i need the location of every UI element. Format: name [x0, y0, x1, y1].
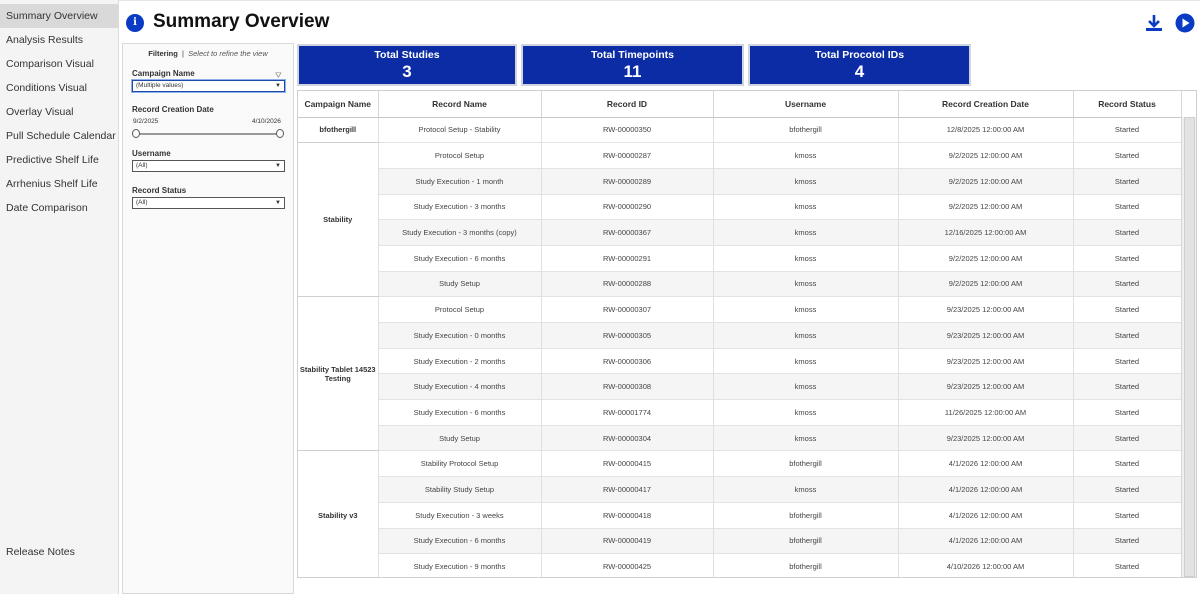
nav-item-predictive-shelf-life[interactable]: Predictive Shelf Life: [6, 154, 99, 166]
table-row[interactable]: [298, 502, 1181, 528]
record-creation-date-cell: 9/23/2025 12:00:00 AM: [898, 297, 1073, 323]
nav-item-date-comparison[interactable]: Date Comparison: [6, 202, 88, 214]
kpi-title: Total Procotol IDs: [814, 49, 905, 61]
kpi-title: Total Timepoints: [590, 49, 675, 61]
record-id-cell: RW-00000417: [541, 477, 713, 503]
table-row[interactable]: [298, 323, 1181, 349]
page-title: Summary Overview: [153, 11, 330, 32]
record-id-cell: RW-00000418: [541, 502, 713, 528]
table-row[interactable]: [298, 245, 1181, 271]
record-creation-date-cell: 4/1/2026 12:00:00 AM: [898, 451, 1073, 477]
table-row[interactable]: [298, 348, 1181, 374]
chevron-down-icon: ▼: [275, 200, 281, 206]
username-cell: kmoss: [713, 271, 898, 297]
record-name-cell: Study Execution - 6 months: [378, 400, 541, 426]
status-filter-value: (All): [136, 199, 148, 206]
status-filter-select[interactable]: [132, 197, 285, 209]
records-table: [297, 90, 1197, 578]
campaign-filter-select[interactable]: [132, 80, 285, 92]
nav-item-overlay-visual[interactable]: Overlay Visual: [6, 106, 74, 118]
kpi-value: 4: [854, 62, 865, 81]
username-cell: kmoss: [713, 143, 898, 169]
record-name-cell: Study Execution - 3 months (copy): [378, 220, 541, 246]
record-id-cell: RW-00000419: [541, 528, 713, 554]
campaign-filter-value: (Multiple values): [136, 82, 184, 89]
username-cell: kmoss: [713, 220, 898, 246]
record-status-cell: Started: [1073, 374, 1181, 400]
record-name-cell: Study Execution - 6 months: [378, 528, 541, 554]
username-cell: kmoss: [713, 194, 898, 220]
record-name-cell: Study Setup: [378, 271, 541, 297]
info-icon[interactable]: i: [126, 14, 144, 32]
record-id-cell: RW-00000290: [541, 194, 713, 220]
nav-list: [0, 4, 118, 220]
record-status-cell: Started: [1073, 477, 1181, 503]
record-status-cell: Started: [1073, 554, 1181, 578]
column-header-record-creation-date[interactable]: Record Creation Date: [898, 91, 1073, 117]
campaign-name-cell: Stability v3: [298, 451, 378, 578]
table-row[interactable]: [298, 400, 1181, 426]
column-header-username[interactable]: Username: [713, 91, 898, 117]
username-cell: kmoss: [713, 477, 898, 503]
username-cell: kmoss: [713, 323, 898, 349]
username-cell: bfothergill: [713, 117, 898, 143]
record-status-cell: Started: [1073, 143, 1181, 169]
filter-heading-label: Filtering: [148, 49, 178, 58]
record-name-cell: Stability Protocol Setup: [378, 451, 541, 477]
column-header-record-status[interactable]: Record Status: [1073, 91, 1181, 117]
username-cell: kmoss: [713, 348, 898, 374]
table-row[interactable]: [298, 168, 1181, 194]
kpi-total-timepoints: [521, 44, 744, 86]
record-name-cell: Study Execution - 3 months: [378, 194, 541, 220]
kpi-value: 11: [623, 62, 642, 81]
table-row[interactable]: [298, 220, 1181, 246]
record-status-cell: Started: [1073, 245, 1181, 271]
kpi-total-protocol-ids: [748, 44, 971, 86]
record-status-cell: Started: [1073, 194, 1181, 220]
nav-item-comparison-visual[interactable]: Comparison Visual: [6, 58, 94, 70]
date-start-value: 9/2/2025: [133, 118, 159, 125]
record-creation-date-cell: 4/1/2026 12:00:00 AM: [898, 528, 1073, 554]
table-row[interactable]: [298, 271, 1181, 297]
record-id-cell: RW-00001774: [541, 400, 713, 426]
table-row[interactable]: [298, 477, 1181, 503]
vertical-scrollbar[interactable]: [1181, 117, 1196, 577]
record-name-cell: Protocol Setup: [378, 297, 541, 323]
record-id-cell: RW-00000304: [541, 425, 713, 451]
table-row[interactable]: [298, 117, 1181, 143]
username-cell: bfothergill: [713, 528, 898, 554]
table-row[interactable]: [298, 194, 1181, 220]
username-cell: bfothergill: [713, 502, 898, 528]
record-status-cell: Started: [1073, 297, 1181, 323]
record-id-cell: RW-00000308: [541, 374, 713, 400]
date-filter-label: Record Creation Date: [132, 105, 214, 114]
filter-heading: Filtering | Select to refine the view: [148, 49, 268, 58]
record-status-cell: Started: [1073, 220, 1181, 246]
username-cell: bfothergill: [713, 451, 898, 477]
record-creation-date-cell: 9/2/2025 12:00:00 AM: [898, 194, 1073, 220]
table-row[interactable]: [298, 425, 1181, 451]
nav-item-pull-schedule-calendar[interactable]: Pull Schedule Calendar: [6, 130, 116, 142]
date-slider-start-handle[interactable]: [132, 129, 140, 138]
record-name-cell: Protocol Setup: [378, 143, 541, 169]
chevron-down-icon: ▼: [275, 83, 281, 89]
record-creation-date-cell: 9/2/2025 12:00:00 AM: [898, 271, 1073, 297]
nav-item-analysis-results[interactable]: Analysis Results: [6, 34, 84, 46]
table-header-row: [298, 91, 1181, 117]
column-header-record-id[interactable]: Record ID: [541, 91, 713, 117]
record-id-cell: RW-00000425: [541, 554, 713, 578]
record-id-cell: RW-00000367: [541, 220, 713, 246]
date-end-value: 4/10/2026: [252, 118, 281, 125]
record-id-cell: RW-00000305: [541, 323, 713, 349]
clear-filter-icon[interactable]: ⛛: [275, 71, 282, 80]
scrollbar-thumb[interactable]: [1184, 117, 1195, 577]
record-id-cell: RW-00000291: [541, 245, 713, 271]
record-creation-date-cell: 4/1/2026 12:00:00 AM: [898, 477, 1073, 503]
date-slider-end-handle[interactable]: [276, 129, 284, 138]
kpi-total-studies: [297, 44, 517, 86]
table-body: [298, 117, 1181, 578]
record-name-cell: Study Execution - 6 months: [378, 245, 541, 271]
filter-panel: [122, 43, 294, 594]
chevron-down-icon: ▼: [275, 163, 281, 169]
nav-bottom: [0, 540, 119, 564]
record-name-cell: Study Execution - 4 months: [378, 374, 541, 400]
table-row[interactable]: [298, 297, 1181, 323]
column-header-record-name[interactable]: Record Name: [378, 91, 541, 117]
left-navigation: [0, 0, 119, 594]
record-name-cell: Study Execution - 9 months: [378, 554, 541, 578]
record-id-cell: RW-00000350: [541, 117, 713, 143]
status-filter-label: Record Status: [132, 186, 187, 195]
table-row[interactable]: [298, 528, 1181, 554]
record-creation-date-cell: 9/23/2025 12:00:00 AM: [898, 323, 1073, 349]
username-filter-select[interactable]: [132, 160, 285, 172]
kpi-value: 3: [402, 62, 412, 81]
record-status-cell: Started: [1073, 425, 1181, 451]
username-filter-label: Username: [132, 149, 171, 158]
record-name-cell: Study Execution - 2 months: [378, 348, 541, 374]
record-creation-date-cell: 9/2/2025 12:00:00 AM: [898, 168, 1073, 194]
record-id-cell: RW-00000289: [541, 168, 713, 194]
record-id-cell: RW-00000306: [541, 348, 713, 374]
record-status-cell: Started: [1073, 117, 1181, 143]
username-cell: kmoss: [713, 168, 898, 194]
nav-item-release-notes[interactable]: Release Notes: [6, 546, 75, 558]
record-name-cell: Stability Study Setup: [378, 477, 541, 503]
campaign-name-cell: Stability: [298, 143, 378, 297]
nav-item-summary-overview[interactable]: Summary Overview: [0, 4, 118, 28]
record-name-cell: Study Execution - 3 weeks: [378, 502, 541, 528]
username-cell: kmoss: [713, 400, 898, 426]
record-status-cell: Started: [1073, 528, 1181, 554]
campaign-filter-label: Campaign Name: [132, 69, 195, 78]
record-status-cell: Started: [1073, 502, 1181, 528]
record-status-cell: Started: [1073, 451, 1181, 477]
record-creation-date-cell: 12/16/2025 12:00:00 AM: [898, 220, 1073, 246]
record-name-cell: Study Execution - 1 month: [378, 168, 541, 194]
table-row[interactable]: [298, 374, 1181, 400]
table-row[interactable]: [298, 143, 1181, 169]
record-id-cell: RW-00000288: [541, 271, 713, 297]
record-id-cell: RW-00000307: [541, 297, 713, 323]
username-cell: kmoss: [713, 245, 898, 271]
record-creation-date-cell: 4/1/2026 12:00:00 AM: [898, 502, 1073, 528]
record-id-cell: RW-00000287: [541, 143, 713, 169]
campaign-name-cell: bfothergill: [298, 117, 378, 143]
date-slider-track[interactable]: [136, 133, 281, 135]
header: [119, 0, 1200, 42]
nav-item-conditions-visual[interactable]: Conditions Visual: [6, 82, 87, 94]
record-creation-date-cell: 11/26/2025 12:00:00 AM: [898, 400, 1073, 426]
record-name-cell: Study Execution - 0 months: [378, 323, 541, 349]
campaign-name-cell: Stability Tablet 14523 Testing: [298, 297, 378, 451]
table-row[interactable]: [298, 554, 1181, 578]
username-filter-value: (All): [136, 162, 148, 169]
record-creation-date-cell: 9/2/2025 12:00:00 AM: [898, 245, 1073, 271]
kpi-title: Total Studies: [374, 49, 440, 61]
record-creation-date-cell: 4/10/2026 12:00:00 AM: [898, 554, 1073, 578]
record-name-cell: Study Setup: [378, 425, 541, 451]
record-status-cell: Started: [1073, 323, 1181, 349]
column-header-campaign-name[interactable]: Campaign Name: [298, 91, 378, 117]
username-cell: kmoss: [713, 374, 898, 400]
username-cell: bfothergill: [713, 554, 898, 578]
record-status-cell: Started: [1073, 168, 1181, 194]
username-cell: kmoss: [713, 297, 898, 323]
username-cell: kmoss: [713, 425, 898, 451]
record-creation-date-cell: 9/23/2025 12:00:00 AM: [898, 374, 1073, 400]
filter-subheading: Select to refine the view: [188, 49, 268, 58]
record-status-cell: Started: [1073, 400, 1181, 426]
record-creation-date-cell: 12/8/2025 12:00:00 AM: [898, 117, 1073, 143]
table-row[interactable]: [298, 451, 1181, 477]
record-id-cell: RW-00000415: [541, 451, 713, 477]
record-status-cell: Started: [1073, 271, 1181, 297]
play-icon[interactable]: [1175, 13, 1195, 33]
record-creation-date-cell: 9/23/2025 12:00:00 AM: [898, 425, 1073, 451]
download-icon[interactable]: [1144, 13, 1164, 33]
record-creation-date-cell: 9/23/2025 12:00:00 AM: [898, 348, 1073, 374]
record-name-cell: Protocol Setup - Stability: [378, 117, 541, 143]
record-creation-date-cell: 9/2/2025 12:00:00 AM: [898, 143, 1073, 169]
nav-item-arrhenius-shelf-life[interactable]: Arrhenius Shelf Life: [6, 178, 98, 190]
record-status-cell: Started: [1073, 348, 1181, 374]
